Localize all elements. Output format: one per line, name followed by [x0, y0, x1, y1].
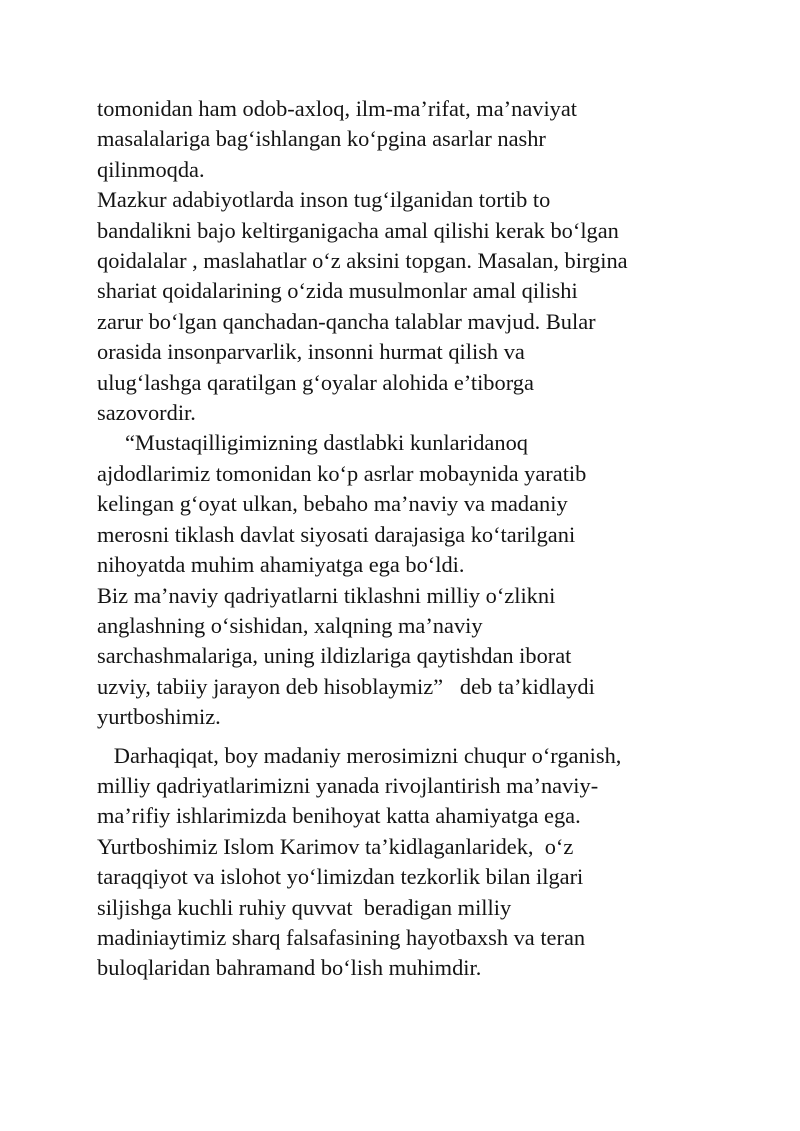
- text-line: zarur bo‘lgan qanchadan-qancha talablar mavjud. Bular: [97, 308, 596, 334]
- paragraph-conclusion: [97, 741, 737, 984]
- text-line: kelingan g‘oyat ulkan, bebaho ma’naviy va madaniy: [97, 491, 568, 517]
- text-line: Mazkur adabiyotlarda inson tug‘ilganidan tortib to: [97, 187, 551, 213]
- text-line: Biz ma’naviy qadriyatlarni tiklashni milliy o‘zlikni: [97, 582, 556, 608]
- text-line: tomonidan ham odob-axloq, ilm-ma’rifat, ma’naviyat: [97, 96, 578, 121]
- text-line: “Mustaqilligimizning dastlabki kunlaridanoq: [97, 430, 528, 456]
- text-line: ajdodlarimiz tomonidan ko‘p asrlar mobaynida yaratib: [97, 460, 587, 486]
- text-line: orasida insonparvarlik, insonni hurmat qilish va: [97, 339, 525, 365]
- document-page: [97, 94, 737, 984]
- paragraph-quote-end: [97, 581, 737, 733]
- paragraph-literature: [97, 185, 737, 428]
- text-line: sarchashmalariga, uning ildizlariga qaytishdan iborat: [97, 643, 572, 669]
- paragraph-quote-start: [97, 428, 737, 580]
- text-line: Yurtboshimiz Islom Karimov ta’kidlaganlaridek, o‘z: [97, 833, 574, 859]
- text-line: siljishga kuchli ruhiy quvvat beradigan milliy: [97, 894, 512, 920]
- text-line: sazovordir.: [97, 400, 196, 426]
- text-line: nihoyatda muhim ahamiyatga ega bo‘ldi.: [97, 552, 465, 578]
- text-line: qilinmoqda.: [97, 156, 205, 182]
- text-line: buloqlaridan bahramand bo‘lish muhimdir.: [97, 955, 482, 981]
- text-line: uzviy, tabiiy jarayon deb hisoblaymiz” deb ta’kidlaydi: [97, 673, 595, 699]
- text-line: Darhaqiqat, boy madaniy merosimizni chuqur o‘rganish,: [97, 742, 622, 768]
- text-line: qoidalalar , maslahatlar o‘z aksini topgan. Masalan, birgina: [97, 248, 628, 274]
- text-line: taraqqiyot va islohot yo‘limizdan tezkorlik bilan ilgari: [97, 864, 584, 890]
- text-line: yurtboshimiz.: [97, 704, 221, 730]
- text-line: masalalariga bag‘ishlangan ko‘pgina asarlar nashr: [97, 126, 546, 152]
- text-line: shariat qoidalarining o‘zida musulmonlar amal qilishi: [97, 278, 578, 304]
- text-line: merosni tiklash davlat siyosati darajasiga ko‘tarilgani: [97, 521, 576, 547]
- text-line: milliy qadriyatlarimizni yanada rivojlantirish ma’naviy-: [97, 772, 599, 798]
- text-line: ma’rifiy ishlarimizda benihoyat katta ahamiyatga ega.: [97, 803, 581, 829]
- text-line: ulug‘lashga qaratilgan g‘oyalar alohida e’tiborga: [97, 369, 534, 395]
- text-line: madiniaytimiz sharq falsafasining hayotbaxsh va teran: [97, 924, 586, 950]
- text-line: anglashning o‘sishidan, xalqning ma’naviy: [97, 612, 483, 638]
- text-line: bandalikni bajo keltirganigacha amal qilishi kerak bo‘lgan: [97, 217, 619, 243]
- paragraph-intro: [97, 94, 737, 185]
